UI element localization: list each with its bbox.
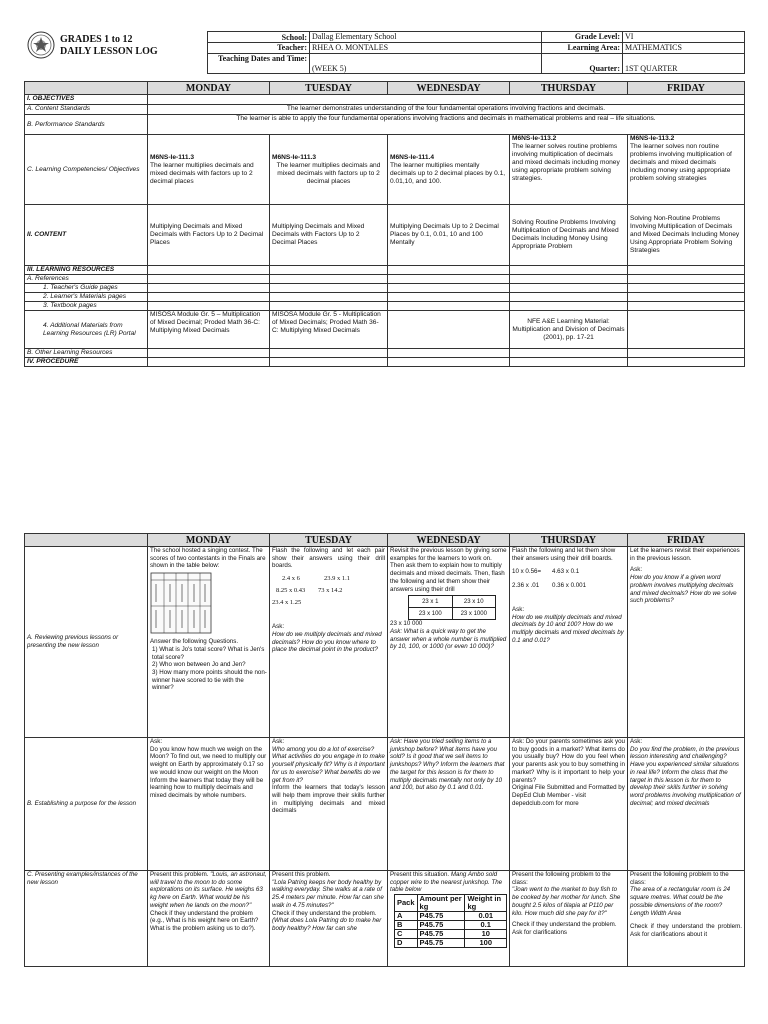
competency-monday: M6NS-Ie-111.3 The learner multiplies decimals and mixed decimals with factors up to 2 decimal places — [148, 135, 270, 205]
grade-label: Grade Level: — [542, 32, 623, 43]
reviewing-wednesday: Revisit the previous lesson by giving some examples for the learners to work on. Then ask them to explain how to multiply decimals and mixed decimals. Then, flash the following and let them show their answers using their drill 23 x 1 23 x 10 23 x 100 23 x 1000 23 x 10 000 Ask: What is a quick way to get the answer when a whole number is multiplied by 10, 100, or 1000 (or even 10 000)? — [388, 547, 510, 738]
content-friday: Solving Non-Routine Problems Involving Multiplication of Decimals and Mixed Decimals Including Money Using Appropriate Problem Solving Strategies — [628, 205, 745, 266]
header-info-table — [207, 31, 745, 74]
performance-standards-label: B. Performance Standards — [25, 115, 148, 135]
dates-label: Teaching Dates and Time: — [208, 54, 310, 74]
dates-value: (WEEK 5) — [310, 54, 542, 74]
materials-tuesday: MISOSA Module Gr. 5 - Multiplication of Mixed Decimals; Proded Math 36-C: Multiplying Mixed Decimals — [270, 311, 388, 349]
materials-monday: MISOSA Module Gr. 5 – Multiplication of Mixed Decimal; Proded Math 36-C: Multiplying Mixed Decimals — [148, 311, 270, 349]
competency-thursday: M6NS-Ie-113.2 The learner solves routine problems involving multiplication of decimals and mixed decimals including money using appropriate problem solving strategies. — [510, 135, 628, 205]
procedure-label: IV. PROCEDURE — [25, 358, 148, 367]
wednesday-drill-grid: 23 x 1 23 x 10 23 x 100 23 x 1000 — [408, 595, 496, 620]
area-value: MATHEMATICS — [623, 43, 745, 54]
reviewing-thursday: Flash the following and let them show their answers using their drill boards. 10 x 0.56= 4.63 x 0.1 2.36 x .01 0.36 x 0.001 Ask: How do we multiply decimals and mixed decimals by 10 and 100? How do we multiply decimals and mixed decimals by 0.1 and 0.01? — [510, 547, 628, 738]
day-header-wednesday: WEDNESDAY — [388, 82, 510, 95]
lesson-table-part1 — [24, 81, 745, 367]
purpose-friday: Ask: Do you find the problem, in the previous lesson interesting and challenging? Have you experienced similar situations in real life? Inform the class that the target in this lesson is for them to develop their skills further in solving word problems involving multiplication of decimal; and mixed decimals — [628, 738, 745, 871]
purpose-wednesday: Ask: Have you tried selling items to a junkshop before? What items have you sold? Is it good that we sell items to junkshops? Why? Inform the learners that the target for this lesson is for them to multiply decimals mentally not only by 10 and 100, but also by 0.1 and 0.01. — [388, 738, 510, 871]
references-label: A. References — [25, 275, 148, 284]
blank-corner-2 — [25, 534, 148, 547]
content-label: II. CONTENT — [25, 205, 148, 266]
log-title: GRADES 1 to 12 DAILY LESSON LOG — [60, 34, 158, 57]
content-thursday: Solving Routine Problems Involving Multiplication of Decimals and Mixed Decimals Including Money Using Appropriate Problem — [510, 205, 628, 266]
presenting-label: C. Presenting examples/instances of the new lesson — [25, 871, 148, 967]
blank-corner — [25, 82, 148, 95]
purpose-thursday: Ask: Do your parents sometimes ask you to buy goods in a market? What items do you usually buy? How do you feel when your parents ask you to buy something in market? Why is it important to help your parents? Original File Submitted and Formatted by DepEd Club Member - visit depedclub.com for more — [510, 738, 628, 871]
competency-tuesday: M6NS-Ie-111.3 The learner multiplies decimals and mixed decimals with factors up to 2 decimal places — [270, 135, 388, 205]
competency-wednesday: M6NS-Ie-111.4 The learner multiplies mentally decimals up to 2 decimal places by 0.1, 0.01,10, and 100. — [388, 135, 510, 205]
reviewing-tuesday: Flash the following and let each pair show their answers using their drill boards. 2.4 x 6 23.9 x 1.1 8.25 x 0.43 73 x 14.2 23.4 x 1.25 Ask: How do we multiply decimals and mixed decimals? How do you know where to place the decimal point in the product? — [270, 547, 388, 738]
school-label: School: — [208, 32, 310, 43]
additional-materials-label: 4. Additional Materials from Learning Resources (LR) Portal — [25, 311, 148, 349]
lesson-table-part2 — [24, 533, 745, 967]
competency-friday: M6NS-Ie-113.2 The learner solves non routine problems involving multiplication of decimals and mixed decimals including money using appropriate problem solving strategies — [628, 135, 745, 205]
day-header-monday: MONDAY — [148, 82, 270, 95]
deped-seal-icon — [27, 31, 55, 59]
copper-wire-table: Pack Amount per kg Weight in kg A P45.75 0.01 B P45.75 0.1 C P45.75 10 D P45.75 100 — [394, 894, 507, 948]
reviewing-label: A. Reviewing previous lessons or presenting the new lesson — [25, 547, 148, 738]
objectives-label: I. OBJECTIVES — [25, 95, 148, 105]
presenting-friday: Present the following problem to the class: The area of a rectangular room is 24 square metres. What could be the possible dimensions of the room? Length Width Area Check if they understand the problem. Ask for clarifications about it — [628, 871, 745, 967]
purpose-monday: Ask: Do you know how much we weigh on the Moon? To find out, we need to multiply our weight on Earth by approximately 0.17 so we would know our weight on the Moon Inform the learners that today they will be learning how to multiply decimals and mixed decimals by whole numbers. — [148, 738, 270, 871]
other-resources-label: B. Other Learning Resources — [25, 349, 148, 358]
materials-wednesday — [388, 311, 510, 349]
day-header-tuesday: TUESDAY — [270, 82, 388, 95]
quarter-label: Quarter: — [542, 54, 623, 74]
reviewing-monday: The school hosted a singing contest. The scores of two contestants in the Finals are shown in the table below: Answer the following Questions. 1) What is Jo's total score? What is Jen's total score? 2) Who won between Jo and Jen? 3) How many more points should the non-winner have scored to tie with the winner? — [148, 547, 270, 738]
learners-materials-label: 2. Learner's Materials pages — [25, 293, 148, 302]
day-header-wednesday-2: WEDNESDAY — [388, 534, 510, 547]
school-value: Dallag Elementary School — [310, 32, 542, 43]
reviewing-friday: Let the learners revisit their experiences in the previous lesson. Ask: How do you know if a given word problem involves multiplying decimals and mixed decimals? How do we solve such problems? — [628, 547, 745, 738]
resources-label: III. LEARNING RESOURCES — [25, 266, 148, 275]
presenting-tuesday: Present this problem. "Lola Patring keeps her body healthy by walking everyday. She walks at a rate of 25.4 meters per minute. How far can she walk in 4.75 minutes?" Check if they understand the problem. (What does Lola Patring do to make her body healthy? How far can she — [270, 871, 388, 967]
presenting-thursday: Present the following problem to the class: "Joan went to the market to buy fish to be cooked by her mother for lunch. She bought 2.5 kilos of tilapia at P110 per kilo. How much did she pay for it?" Check if they understand the problem. Ask for clarifications — [510, 871, 628, 967]
content-tuesday: Multiplying Decimals and Mixed Decimals with Factors Up to 2 Decimal Places — [270, 205, 388, 266]
content-wednesday: Multiplying Decimals Up to 2 Decimal Places by 0.1, 0.01, 10 and 100 Mentally — [388, 205, 510, 266]
teacher-value: RHEA O. MONTALES — [310, 43, 542, 54]
quarter-value: 1ST QUARTER — [623, 54, 745, 74]
presenting-wednesday: Present this situation. Mang Ambo sold copper wire to the nearest junkshop. The table below Pack Amount per kg Weight in kg A P45.75 0.01 B P45.75 0.1 C P45.75 10 D P45.75 100 — [388, 871, 510, 967]
materials-thursday: NFE A&E Learning Material: Multiplication and Division of Decimals (2001), pp. 17-21 — [510, 311, 628, 349]
textbook-label: 3. Textbook pages — [25, 302, 148, 311]
area-label: Learning Area: — [542, 43, 623, 54]
day-header-thursday-2: THURSDAY — [510, 534, 628, 547]
day-header-tuesday-2: TUESDAY — [270, 534, 388, 547]
day-header-friday-2: FRIDAY — [628, 534, 745, 547]
content-monday: Multiplying Decimals and Mixed Decimals with Factors Up to 2 Decimal Places — [148, 205, 270, 266]
performance-standards-text: The learner is able to apply the four fundamental operations involving fractions and decimals in mathematical problems and real – life situations. — [148, 115, 745, 135]
purpose-tuesday: Ask: Who among you do a lot of exercise? What activities do you engage in to make yourself physically fit? Why is it important for us to exercise? What benefits do we get from it? Inform the learners that today's lesson will help them improve their skills further in multiplying decimals and mixed decimals — [270, 738, 388, 871]
competencies-label: C. Learning Competencies/ Objectives — [25, 135, 148, 205]
presenting-monday: Present this problem. "Louis, an astronaut, will travel to the moon to do some explorations on its surface. He weighs 63 kg here on Earth. What would be his weight when he lands on the moon?" Check if they understand the problem (e.g., What is his weight here on Earth? What is the problem asking us to do?). — [148, 871, 270, 967]
purpose-label: B. Establishing a purpose for the lesson — [25, 738, 148, 871]
day-header-monday-2: MONDAY — [148, 534, 270, 547]
teacher-label: Teacher: — [208, 43, 310, 54]
materials-friday — [628, 311, 745, 349]
day-header-thursday: THURSDAY — [510, 82, 628, 95]
content-standards-label: A. Content Standards — [25, 105, 148, 115]
teachers-guide-label: 1. Teacher's Guide pages — [25, 284, 148, 293]
grade-value: VI — [623, 32, 745, 43]
day-header-friday: FRIDAY — [628, 82, 745, 95]
content-standards-text: The learner demonstrates understanding of the four fundamental operations involving fractions and decimals. — [148, 105, 745, 115]
score-chart-image — [150, 572, 267, 634]
